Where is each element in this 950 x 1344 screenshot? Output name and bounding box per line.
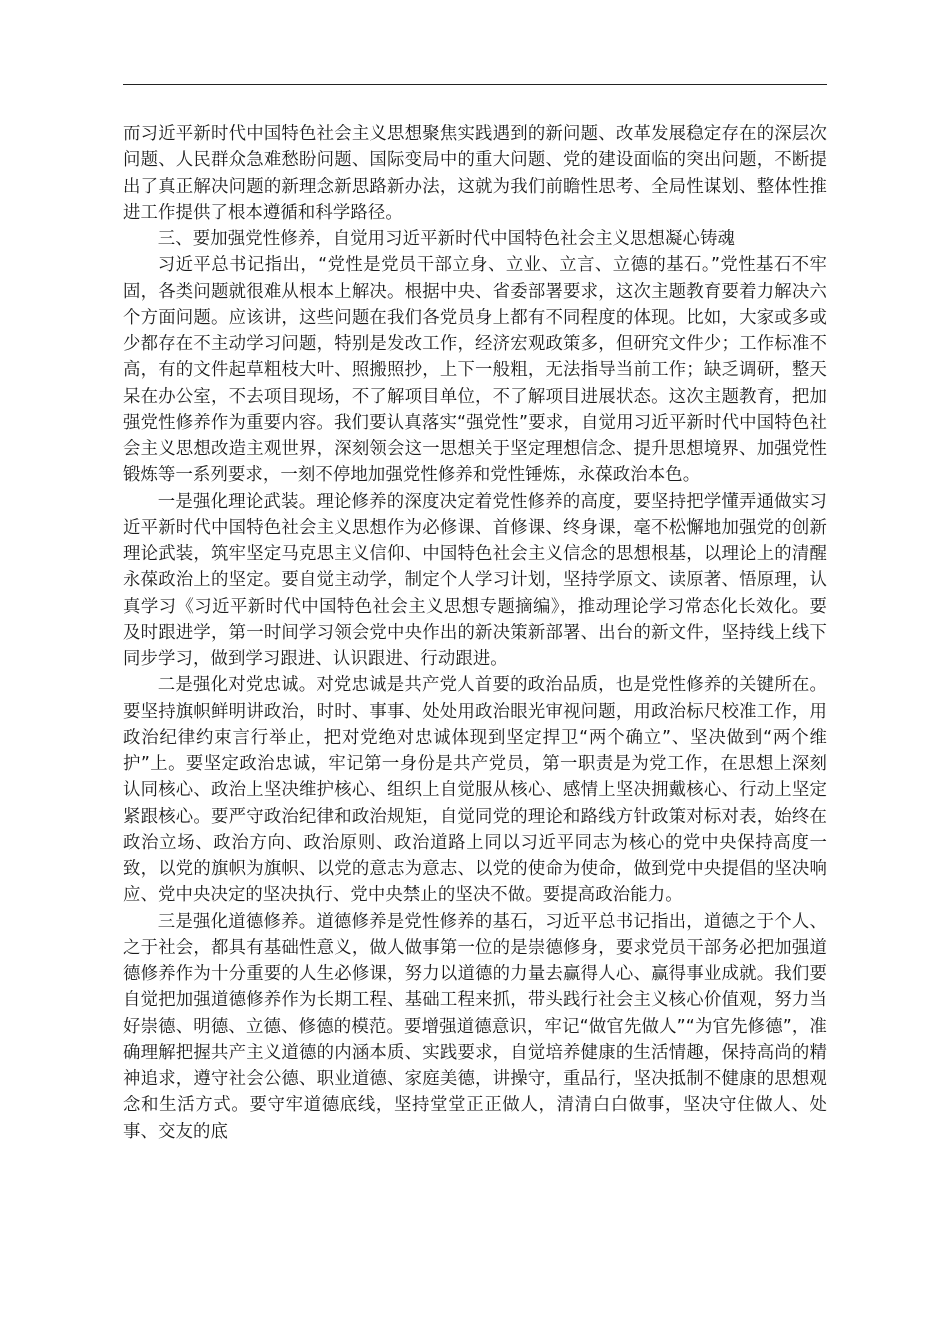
section-heading: 三、要加强党性修养，自觉用习近平新时代中国特色社会主义思想凝心铸魂 [157, 229, 735, 249]
document-body [123, 121, 827, 1145]
paragraph-morality: 三是强化道德修养。道德修养是党性修养的基石，习近平总书记指出，道德之于个人、之于社会，都具有基础性意义，做人做事第一位的是崇德修身，要求党员干部务必把加强道德修养作为十分重要的人生必修课，努力以道德的力量去赢得人心、赢得事业成就。我们要自觉把加强道德修养作为长期工程、基础工程来抓，带头践行社会主义核心价值观，努力当好崇德、明德、立德、修德的模范。要增强道德意识，牢记“做官先做人”“为官先修德”，准确理解把握共产主义道德的内涵本质、实践要求，自觉培养健康的生活情趣，保持高尚的精神追求，遵守社会公德、职业道德、家庭美德，讲操守，重品行，坚决抵制不健康的思想观念和生活方式。要守牢道德底线，坚持堂堂正正做人，清清白白做事，坚决守住做人、处事、交友的底 [123, 911, 827, 1142]
paragraph-intro: 习近平总书记指出，“党性是党员干部立身、立业、立言、立德的基石。”党性基石不牢固，各类问题就很难从根本上解决。根据中央、省委部署要求，这次主题教育要着力解决六个方面问题。应该讲，这些问题在我们各党员身上都有不同程度的体现。比如，大家或多或少都存在不主动学习问题，特别是发改工作，经济宏观政策多，但研究文件少；工作标准不高，有的文件起草粗枝大叶、照搬照抄，上下一般粗，无法指导当前工作；缺乏调研，整天呆在办公室，不去项目现场，不了解项目单位，不了解项目进展状态。这次主题教育，把加强党性修养作为重要内容。我们要认真落实“强党性”要求，自觉用习近平新时代中国特色社会主义思想改造主观世界，深刻领会这一思想关于坚定理想信念、提升思想境界、加强党性锻炼等一系列要求，一刻不停地加强党性修养和党性锤炼，永葆政治本色。 [123, 255, 827, 486]
paragraph-continued: 而习近平新时代中国特色社会主义思想聚焦实践遇到的新问题、改革发展稳定存在的深层次问题、人民群众急难愁盼问题、国际变局中的重大问题、党的建设面临的突出问题，不断提出了真正解决问题的新理念新思路新办法，这就为我们前瞻性思考、全局性谋划、整体性推进工作提供了根本遵循和科学路径。 [123, 124, 827, 223]
paragraph-loyalty: 二是强化对党忠诚。对党忠诚是共产党人首要的政治品质，也是党性修养的关键所在。要坚持旗帜鲜明讲政治，时时、事事、处处用政治眼光审视问题，用政治标尺校准工作，用政治纪律约束言行举止，把对党绝对忠诚体现到坚定捍卫“两个确立”、坚决做到“两个维护”上。要坚定政治忠诚，牢记第一身份是共产党员，第一职责是为党工作，在思想上深刻认同核心、政治上坚决维护核心、组织上自觉服从核心、感情上坚决拥戴核心、行动上坚定紧跟核心。要严守政治纪律和政治规矩，自觉同党的理论和路线方针政策对标对表，始终在政治立场、政治方向、政治原则、政治道路上同以习近平同志为核心的党中央保持高度一致，以党的旗帜为旗帜、以党的意志为意志、以党的使命为使命，做到党中央提倡的坚决响应、党中央决定的坚决执行、党中央禁止的坚决不做。要提高政治能力。 [123, 675, 827, 906]
header-rule [123, 84, 827, 85]
paragraph-theory: 一是强化理论武装。理论修养的深度决定着党性修养的高度，要坚持把学懂弄通做实习近平新时代中国特色社会主义思想作为必修课、首修课、终身课，毫不松懈地加强党的创新理论武装，筑牢坚定马克思主义信仰、中国特色社会主义信念的思想根基，以理论上的清醒永葆政治上的坚定。要自觉主动学，制定个人学习计划，坚持学原文、读原著、悟原理，认真学习《习近平新时代中国特色社会主义思想专题摘编》，推动理论学习常态化长效化。要及时跟进学，第一时间学习领会党中央作出的新决策新部署、出台的新文件，坚持线上线下同步学习，做到学习跟进、认识跟进、行动跟进。 [123, 491, 827, 669]
